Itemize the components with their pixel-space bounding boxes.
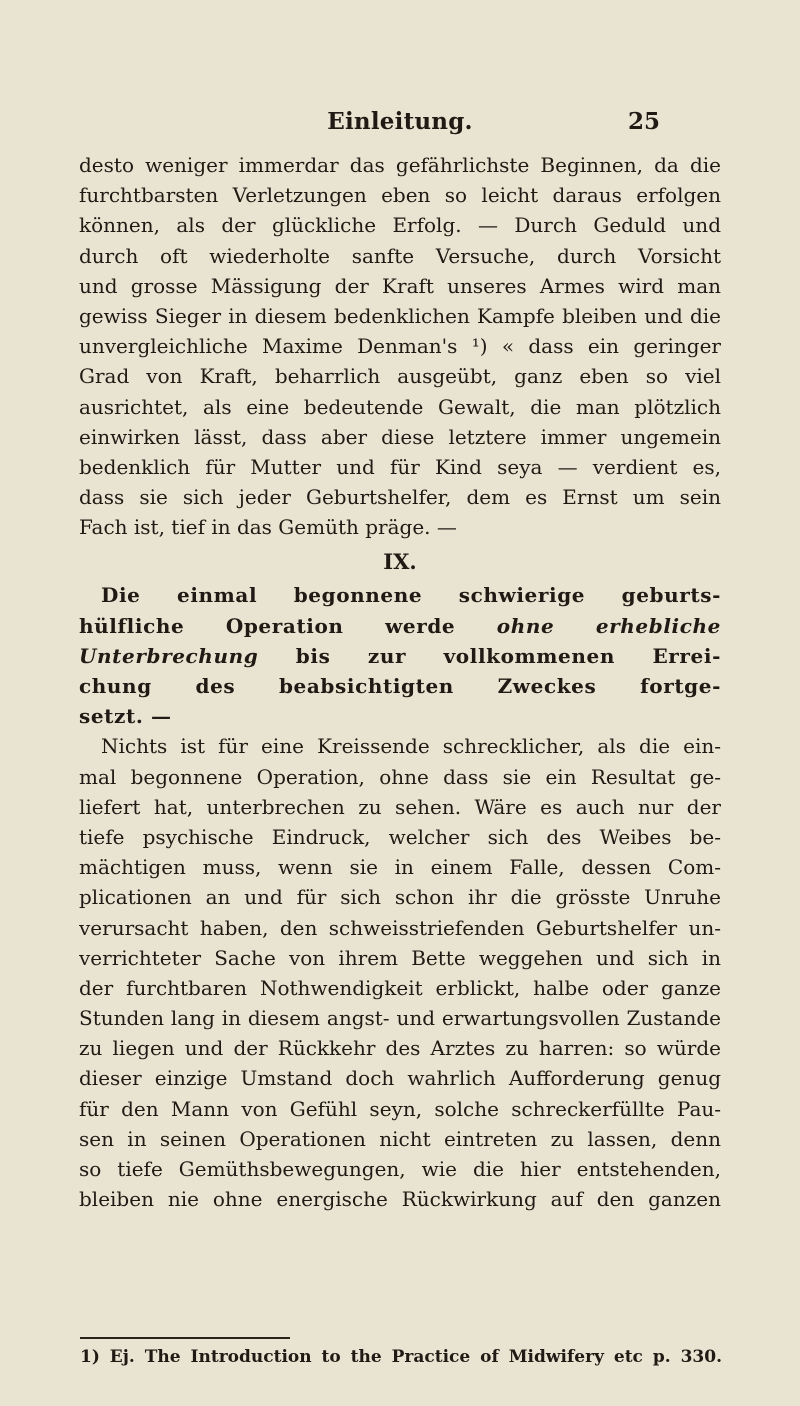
page-number: 25	[627, 108, 660, 135]
text-line: dieser einzige Umstand doch wahrlich Aufforderung genug	[79, 1066, 721, 1091]
text-line: Grad von Kraft, beharrlich ausgeübt, ganz eben so viel	[79, 364, 721, 389]
text-line: plicationen an und für sich schon ihr die grösste Unruhe	[79, 885, 721, 910]
text-line: bleiben nie ohne energische Rückwirkung auf den ganzen	[79, 1187, 721, 1212]
section-heading-line	[79, 671, 721, 701]
text-line: Nichts ist für eine Kreissende schrecklicher, als die ein-	[101, 734, 721, 759]
text-line: zu liegen und der Rückkehr des Arztes zu harren: so würde	[79, 1036, 721, 1061]
section-number: IX.	[383, 549, 417, 575]
text-line: unvergleichliche Maxime Denman's ¹) « dass ein geringer	[79, 334, 721, 359]
heading-part: setzt. —	[79, 704, 172, 729]
text-line: bedenklich für Mutter und für Kind seya — verdient es,	[79, 454, 721, 479]
text-line: mal begonnene Operation, ohne dass sie ein Resultat ge-	[79, 764, 721, 789]
text-line: mächtigen muss, wenn sie in einem Falle, dessen Com-	[79, 855, 721, 880]
heading-emphasis: ohne erhebliche	[496, 613, 721, 638]
text-line: der furchtbaren Nothwendigkeit erblickt, halbe oder ganze	[79, 975, 721, 1000]
heading-part: Die einmal begonnene schwierige geburts-	[101, 583, 721, 608]
heading-part: bis zur vollkommenen Errei-	[295, 643, 721, 668]
heading-part: chung des beabsichtigten Zweckes fortge-	[79, 674, 721, 698]
text-line: Stunden lang in diesem angst- und erwartungsvollen Zustande	[79, 1006, 721, 1031]
text-line: verursacht haben, den schweisstriefenden Geburtshelfer un-	[79, 915, 721, 940]
text-line: einwirken lässt, dass aber diese letztere immer ungemein	[79, 424, 721, 449]
section-heading-line	[79, 580, 721, 610]
section-heading-line	[79, 641, 721, 671]
text-line: dass sie sich jeder Geburtshelfer, dem es Ernst um sein	[79, 485, 721, 510]
running-head	[0, 108, 800, 148]
text-line: furchtbarsten Verletzungen eben so leicht daraus erfolgen	[79, 183, 721, 208]
text-line: sen in seinen Operationen nicht eintreten zu lassen, denn	[79, 1126, 721, 1151]
text-line	[79, 1214, 721, 1244]
footnote: 1) Ej. The Introduction to the Practice of Midwifery etc p. 330.	[80, 1347, 722, 1367]
text-line: ausrichtet, als eine bedeutende Gewalt, die man plötzlich	[79, 394, 721, 419]
running-title: Einleitung.	[327, 108, 473, 135]
text-line: tiefe psychische Eindruck, welcher sich des Weibes be-	[79, 824, 721, 849]
heading-emphasis: Unterbrechung	[79, 643, 259, 668]
text-line: und grosse Mässigung der Kraft unseres Armes wird man	[79, 273, 721, 298]
text-line: können, als der glückliche Erfolg. — Durch Geduld und	[79, 213, 721, 238]
text-line: so tiefe Gemüthsbewegungen, wie die hier entstehenden,	[79, 1157, 721, 1181]
text-line: desto weniger immerdar das gefährlichste Beginnen, da die	[79, 153, 721, 177]
text-line: für den Mann von Gefühl seyn, solche schreckerfüllte Pau-	[79, 1096, 721, 1121]
page-body	[79, 150, 721, 1275]
text-line	[79, 1245, 721, 1275]
section-heading-line	[79, 701, 721, 731]
text-line: gewiss Sieger in diesem bedenklichen Kampfe bleiben und die	[79, 303, 721, 328]
text-line: liefert hat, unterbrechen zu sehen. Wäre es auch nur der	[79, 794, 721, 819]
heading-part: hülfliche Operation werde	[79, 613, 456, 638]
text-line: verrichteter Sache von ihrem Bette weggehen und sich in	[79, 945, 721, 970]
footnote-rule	[80, 1337, 290, 1339]
text-line: durch oft wiederholte sanfte Versuche, durch Vorsicht	[79, 243, 721, 268]
section-heading-line	[79, 611, 721, 641]
text-line: Fach ist, tief in das Gemüth präge. —	[79, 515, 457, 540]
